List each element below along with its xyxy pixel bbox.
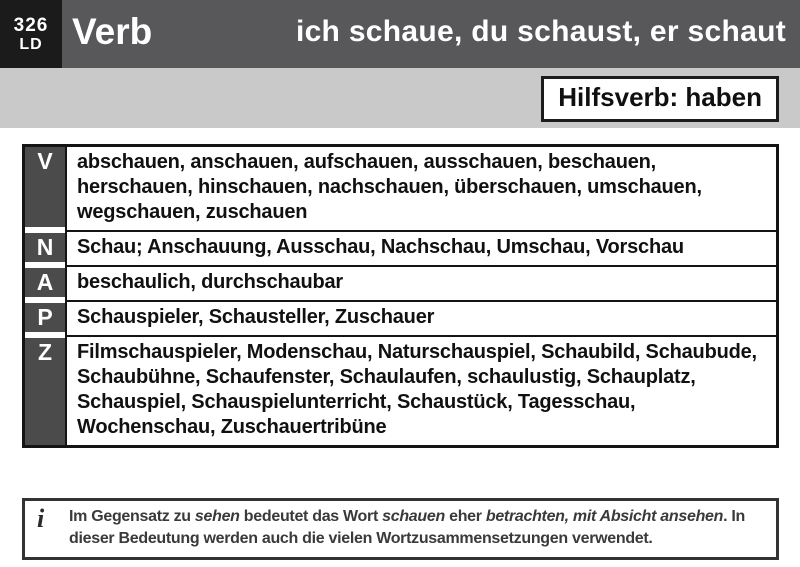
auxiliary-verb-label: Hilfsverb: haben (558, 82, 762, 112)
word-family-table (22, 144, 779, 448)
info-segment-italic: sehen (194, 508, 240, 525)
row-label-adjectives: A (25, 268, 65, 297)
entry-number-badge (0, 0, 62, 68)
header-bar (0, 0, 800, 68)
row-label-persons: P (25, 303, 65, 332)
subheader-band (0, 68, 800, 128)
row-label-nouns: N (25, 233, 65, 262)
row-content-adjectives: beschaulich, durchschaubar (65, 265, 776, 300)
table-row-compounds (25, 335, 776, 445)
row-content-persons: Schauspieler, Schausteller, Zuschauer (65, 300, 776, 335)
info-segment-italic: betrachten, mit Absicht ansehen (485, 508, 724, 525)
row-content-verbs: abschauen, anschauen, aufschauen, ausschauen, beschauen, herschauen, hinschauen, nachschauen, überschauen, umschauen, wegschauen, zuschauen (65, 147, 776, 230)
table-row-nouns (25, 230, 776, 265)
table-row-persons (25, 300, 776, 335)
row-label-verbs: V (25, 147, 65, 227)
conjugation-header: ich schaue, du schaust, er schaut (295, 15, 786, 48)
info-segment: bedeutet das Wort (239, 508, 383, 525)
info-segment: eher (444, 508, 486, 525)
entry-code: LD (19, 35, 43, 53)
info-segment: Im Gegensatz zu (69, 508, 195, 525)
info-segment: . In dieser Bedeutung werden auch die vielen Wortzusammensetzungen verwendet. (69, 508, 746, 547)
info-text (69, 506, 768, 550)
table-row-verbs (25, 147, 776, 230)
entry-number: 326 (13, 14, 49, 36)
info-box (22, 498, 779, 560)
info-icon: i (37, 504, 45, 533)
auxiliary-verb-box (541, 76, 779, 122)
info-segment-italic: schauen (382, 508, 445, 525)
row-label-compounds: Z (25, 338, 65, 445)
row-content-compounds: Filmschauspieler, Modenschau, Naturschauspiel, Schaubild, Schaubude, Schaubühne, Schaufenster, Schaulaufen, schaulustig, Schauplatz, Schauspiel, Schauspielunterricht, Schaustück, Tagesschau, Wochenschau, Zuschauertribüne (65, 335, 776, 445)
table-row-adjectives (25, 265, 776, 300)
row-content-nouns: Schau; Anschauung, Ausschau, Nachschau, Umschau, Vorschau (65, 230, 776, 265)
word-class-title: Verb (72, 11, 153, 52)
